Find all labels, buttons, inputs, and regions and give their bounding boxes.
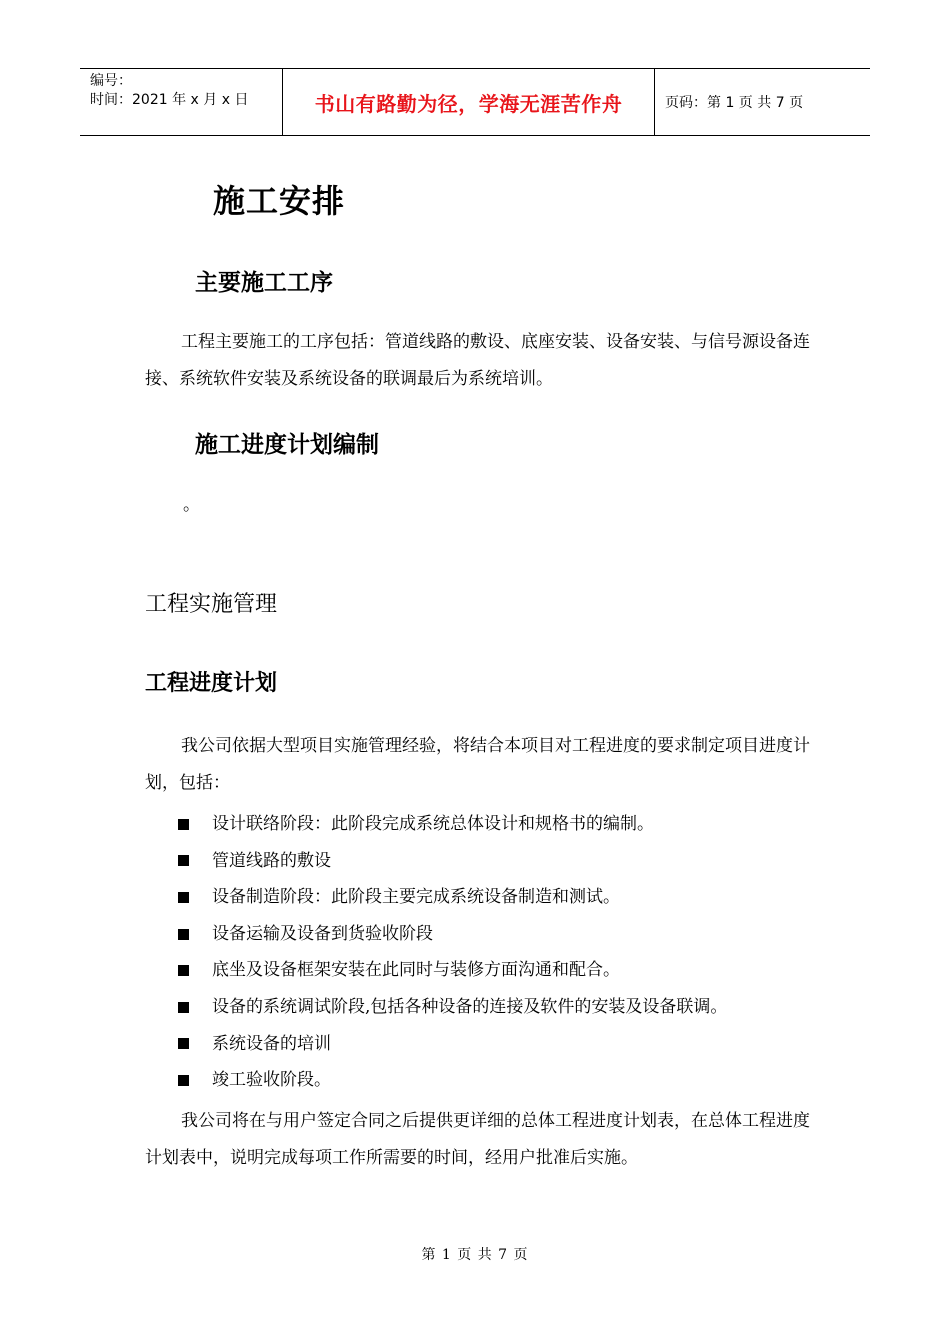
document-date: 时间：2021 年 x 月 x 日: [90, 92, 249, 108]
square-bullet-icon: [178, 892, 189, 903]
phase-text: 竣工验收阶段。: [212, 1070, 331, 1091]
phase-text: 系统设备的培训: [212, 1033, 331, 1054]
paragraph-schedule: 。: [183, 495, 200, 515]
page-footer: 第 1 页 共 7 页: [421, 1247, 529, 1263]
square-bullet-icon: [178, 929, 189, 940]
heading-implementation: 工程实施管理: [145, 592, 278, 617]
phase-text: 设计联络阶段：此阶段完成系统总体设计和规格书的编制。: [212, 814, 654, 834]
list-item: [178, 952, 727, 989]
square-bullet-icon: [178, 1038, 189, 1049]
list-item: [178, 879, 727, 916]
square-bullet-icon: [178, 965, 189, 976]
heading-main-process: 主要施工工序: [195, 270, 333, 296]
page-title: 施工安排: [213, 182, 346, 220]
header-meta: [80, 69, 282, 135]
square-bullet-icon: [178, 855, 189, 866]
paragraph-progress-intro: 我公司依据大型项目实施管理经验，将结合本项目对工程进度的要求制定项目进度计划，包括：: [145, 736, 810, 793]
document-number-label: 编号：: [90, 73, 132, 89]
page-header: [80, 68, 870, 136]
square-bullet-icon: [178, 1002, 189, 1013]
header-motto: 书山有路勤为径，学海无涯苦作舟: [282, 69, 655, 135]
list-item: [178, 1026, 727, 1063]
phase-text: 设备的系统调试阶段,包括各种设备的连接及软件的安装及设备联调。: [212, 996, 728, 1017]
header-page-info: 页码：第 1 页 共 7 页: [665, 95, 804, 111]
paragraph-main-process: 工程主要施工的工序包括：管道线路的敷设、底座安装、设备安装、与信号源设备连接、系统软件安装及系统设备的联调最后为系统培训。: [145, 332, 810, 389]
paragraph-closing: 我公司将在与用户签定合同之后提供更详细的总体工程进度计划表，在总体工程进度计划表中，说明完成每项工作所需要的时间，经用户批准后实施。: [145, 1111, 810, 1168]
square-bullet-icon: [178, 1075, 189, 1086]
list-item: [178, 916, 727, 953]
list-item: [178, 1062, 727, 1099]
heading-progress-plan: 工程进度计划: [145, 671, 278, 696]
phase-text: 设备运输及设备到货验收阶段: [212, 923, 433, 944]
list-item: [178, 843, 727, 880]
phase-list: [178, 806, 727, 1099]
square-bullet-icon: [178, 819, 189, 830]
heading-schedule: 施工进度计划编制: [195, 432, 379, 458]
phase-text: 管道线路的敷设: [212, 850, 331, 871]
phase-text: 设备制造阶段：此阶段主要完成系统设备制造和测试。: [212, 887, 620, 908]
phase-text: 底坐及设备框架安装在此同时与装修方面沟通和配合。: [212, 960, 620, 981]
list-item: [178, 989, 727, 1026]
list-item: [178, 806, 727, 843]
